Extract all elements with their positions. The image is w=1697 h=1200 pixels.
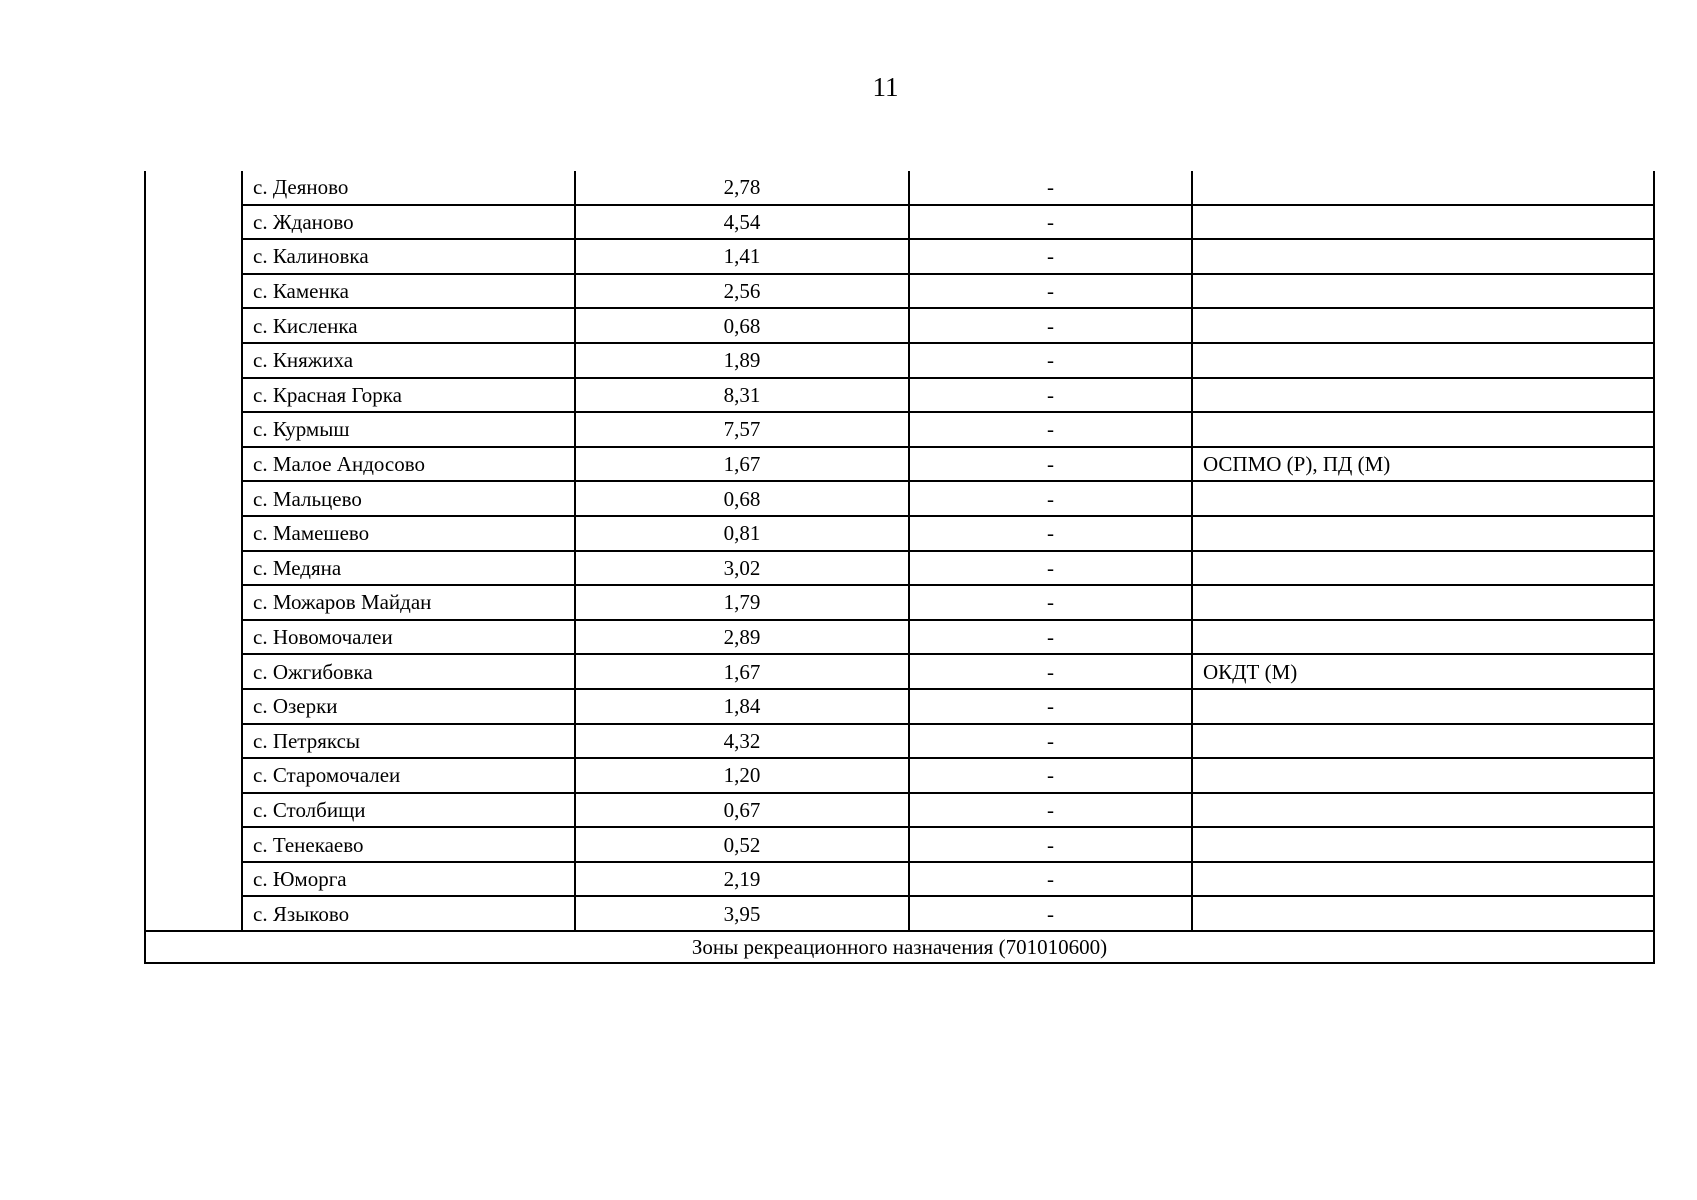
area-value: 7,57 [575, 412, 909, 447]
note-value [1192, 343, 1654, 378]
empty-value: - [909, 205, 1192, 240]
table-row [145, 308, 1654, 343]
note-value [1192, 793, 1654, 828]
settlement-name: с. Петряксы [242, 724, 575, 759]
settlement-name: с. Мамешево [242, 516, 575, 551]
section-title: Зоны рекреационного назначения (701010600) [145, 931, 1654, 963]
note-value [1192, 896, 1654, 931]
empty-value: - [909, 516, 1192, 551]
note-value [1192, 516, 1654, 551]
table-row [145, 239, 1654, 274]
settlement-name: с. Калиновка [242, 239, 575, 274]
area-value: 1,20 [575, 758, 909, 793]
area-value: 1,89 [575, 343, 909, 378]
settlement-name: с. Медяна [242, 551, 575, 586]
section-row [145, 931, 1654, 963]
empty-value: - [909, 827, 1192, 862]
area-value: 3,95 [575, 896, 909, 931]
area-value: 1,79 [575, 585, 909, 620]
note-value [1192, 171, 1654, 205]
empty-value: - [909, 620, 1192, 655]
table-row [145, 481, 1654, 516]
table-row [145, 205, 1654, 240]
note-value [1192, 481, 1654, 516]
note-value [1192, 827, 1654, 862]
empty-value: - [909, 585, 1192, 620]
area-value: 0,68 [575, 308, 909, 343]
area-value: 2,19 [575, 862, 909, 897]
settlement-name: с. Столбищи [242, 793, 575, 828]
note-value [1192, 758, 1654, 793]
area-value: 1,41 [575, 239, 909, 274]
table-row [145, 412, 1654, 447]
settlement-name: с. Малое Андосово [242, 447, 575, 482]
table-row [145, 516, 1654, 551]
note-value [1192, 378, 1654, 413]
note-value: ОСПМО (Р), ПД (М) [1192, 447, 1654, 482]
note-value [1192, 862, 1654, 897]
empty-value: - [909, 308, 1192, 343]
table-body [145, 171, 1654, 931]
note-value [1192, 205, 1654, 240]
note-value [1192, 585, 1654, 620]
empty-value: - [909, 862, 1192, 897]
table-row [145, 793, 1654, 828]
settlement-name: с. Ожгибовка [242, 654, 575, 689]
empty-value: - [909, 343, 1192, 378]
settlement-name: с. Новомочалеи [242, 620, 575, 655]
settlement-name: с. Мальцево [242, 481, 575, 516]
note-value [1192, 689, 1654, 724]
settlement-name: с. Деяново [242, 171, 575, 205]
area-value: 2,78 [575, 171, 909, 205]
area-value: 2,56 [575, 274, 909, 309]
page-number: 11 [872, 72, 899, 102]
empty-value: - [909, 724, 1192, 759]
empty-value: - [909, 654, 1192, 689]
settlement-name: с. Курмыш [242, 412, 575, 447]
table-row [145, 274, 1654, 309]
area-value: 8,31 [575, 378, 909, 413]
settlement-name: с. Жданово [242, 205, 575, 240]
settlement-name: с. Кисленка [242, 308, 575, 343]
area-value: 0,81 [575, 516, 909, 551]
table-row [145, 689, 1654, 724]
settlement-name: с. Старомочалеи [242, 758, 575, 793]
empty-value: - [909, 171, 1192, 205]
table-row [145, 862, 1654, 897]
settlement-name: с. Озерки [242, 689, 575, 724]
area-value: 1,84 [575, 689, 909, 724]
area-value: 4,54 [575, 205, 909, 240]
group-cell [145, 171, 242, 931]
empty-value: - [909, 758, 1192, 793]
area-value: 4,32 [575, 724, 909, 759]
settlement-name: с. Тенекаево [242, 827, 575, 862]
table-row [145, 620, 1654, 655]
settlement-name: с. Юморга [242, 862, 575, 897]
empty-value: - [909, 447, 1192, 482]
empty-value: - [909, 239, 1192, 274]
table-row [145, 724, 1654, 759]
empty-value: - [909, 551, 1192, 586]
table-row [145, 827, 1654, 862]
table-row [145, 343, 1654, 378]
table-row [145, 447, 1654, 482]
empty-value: - [909, 274, 1192, 309]
empty-value: - [909, 481, 1192, 516]
area-value: 3,02 [575, 551, 909, 586]
empty-value: - [909, 896, 1192, 931]
note-value [1192, 724, 1654, 759]
note-value [1192, 620, 1654, 655]
note-value [1192, 239, 1654, 274]
empty-value: - [909, 378, 1192, 413]
note-value [1192, 308, 1654, 343]
area-value: 1,67 [575, 654, 909, 689]
area-value: 0,68 [575, 481, 909, 516]
settlement-name: с. Красная Горка [242, 378, 575, 413]
note-value [1192, 412, 1654, 447]
table-row [145, 171, 1654, 205]
table-row [145, 585, 1654, 620]
settlement-name: с. Языково [242, 896, 575, 931]
table-row [145, 758, 1654, 793]
empty-value: - [909, 689, 1192, 724]
table-row [145, 551, 1654, 586]
area-value: 0,52 [575, 827, 909, 862]
settlement-name: с. Можаров Майдан [242, 585, 575, 620]
settlement-name: с. Княжиха [242, 343, 575, 378]
note-value: ОКДТ (М) [1192, 654, 1654, 689]
settlements-table [144, 171, 1655, 964]
note-value [1192, 551, 1654, 586]
area-value: 1,67 [575, 447, 909, 482]
table-row [145, 378, 1654, 413]
area-value: 0,67 [575, 793, 909, 828]
table-row [145, 896, 1654, 931]
note-value [1192, 274, 1654, 309]
area-value: 2,89 [575, 620, 909, 655]
empty-value: - [909, 793, 1192, 828]
settlement-name: с. Каменка [242, 274, 575, 309]
table-row [145, 654, 1654, 689]
empty-value: - [909, 412, 1192, 447]
